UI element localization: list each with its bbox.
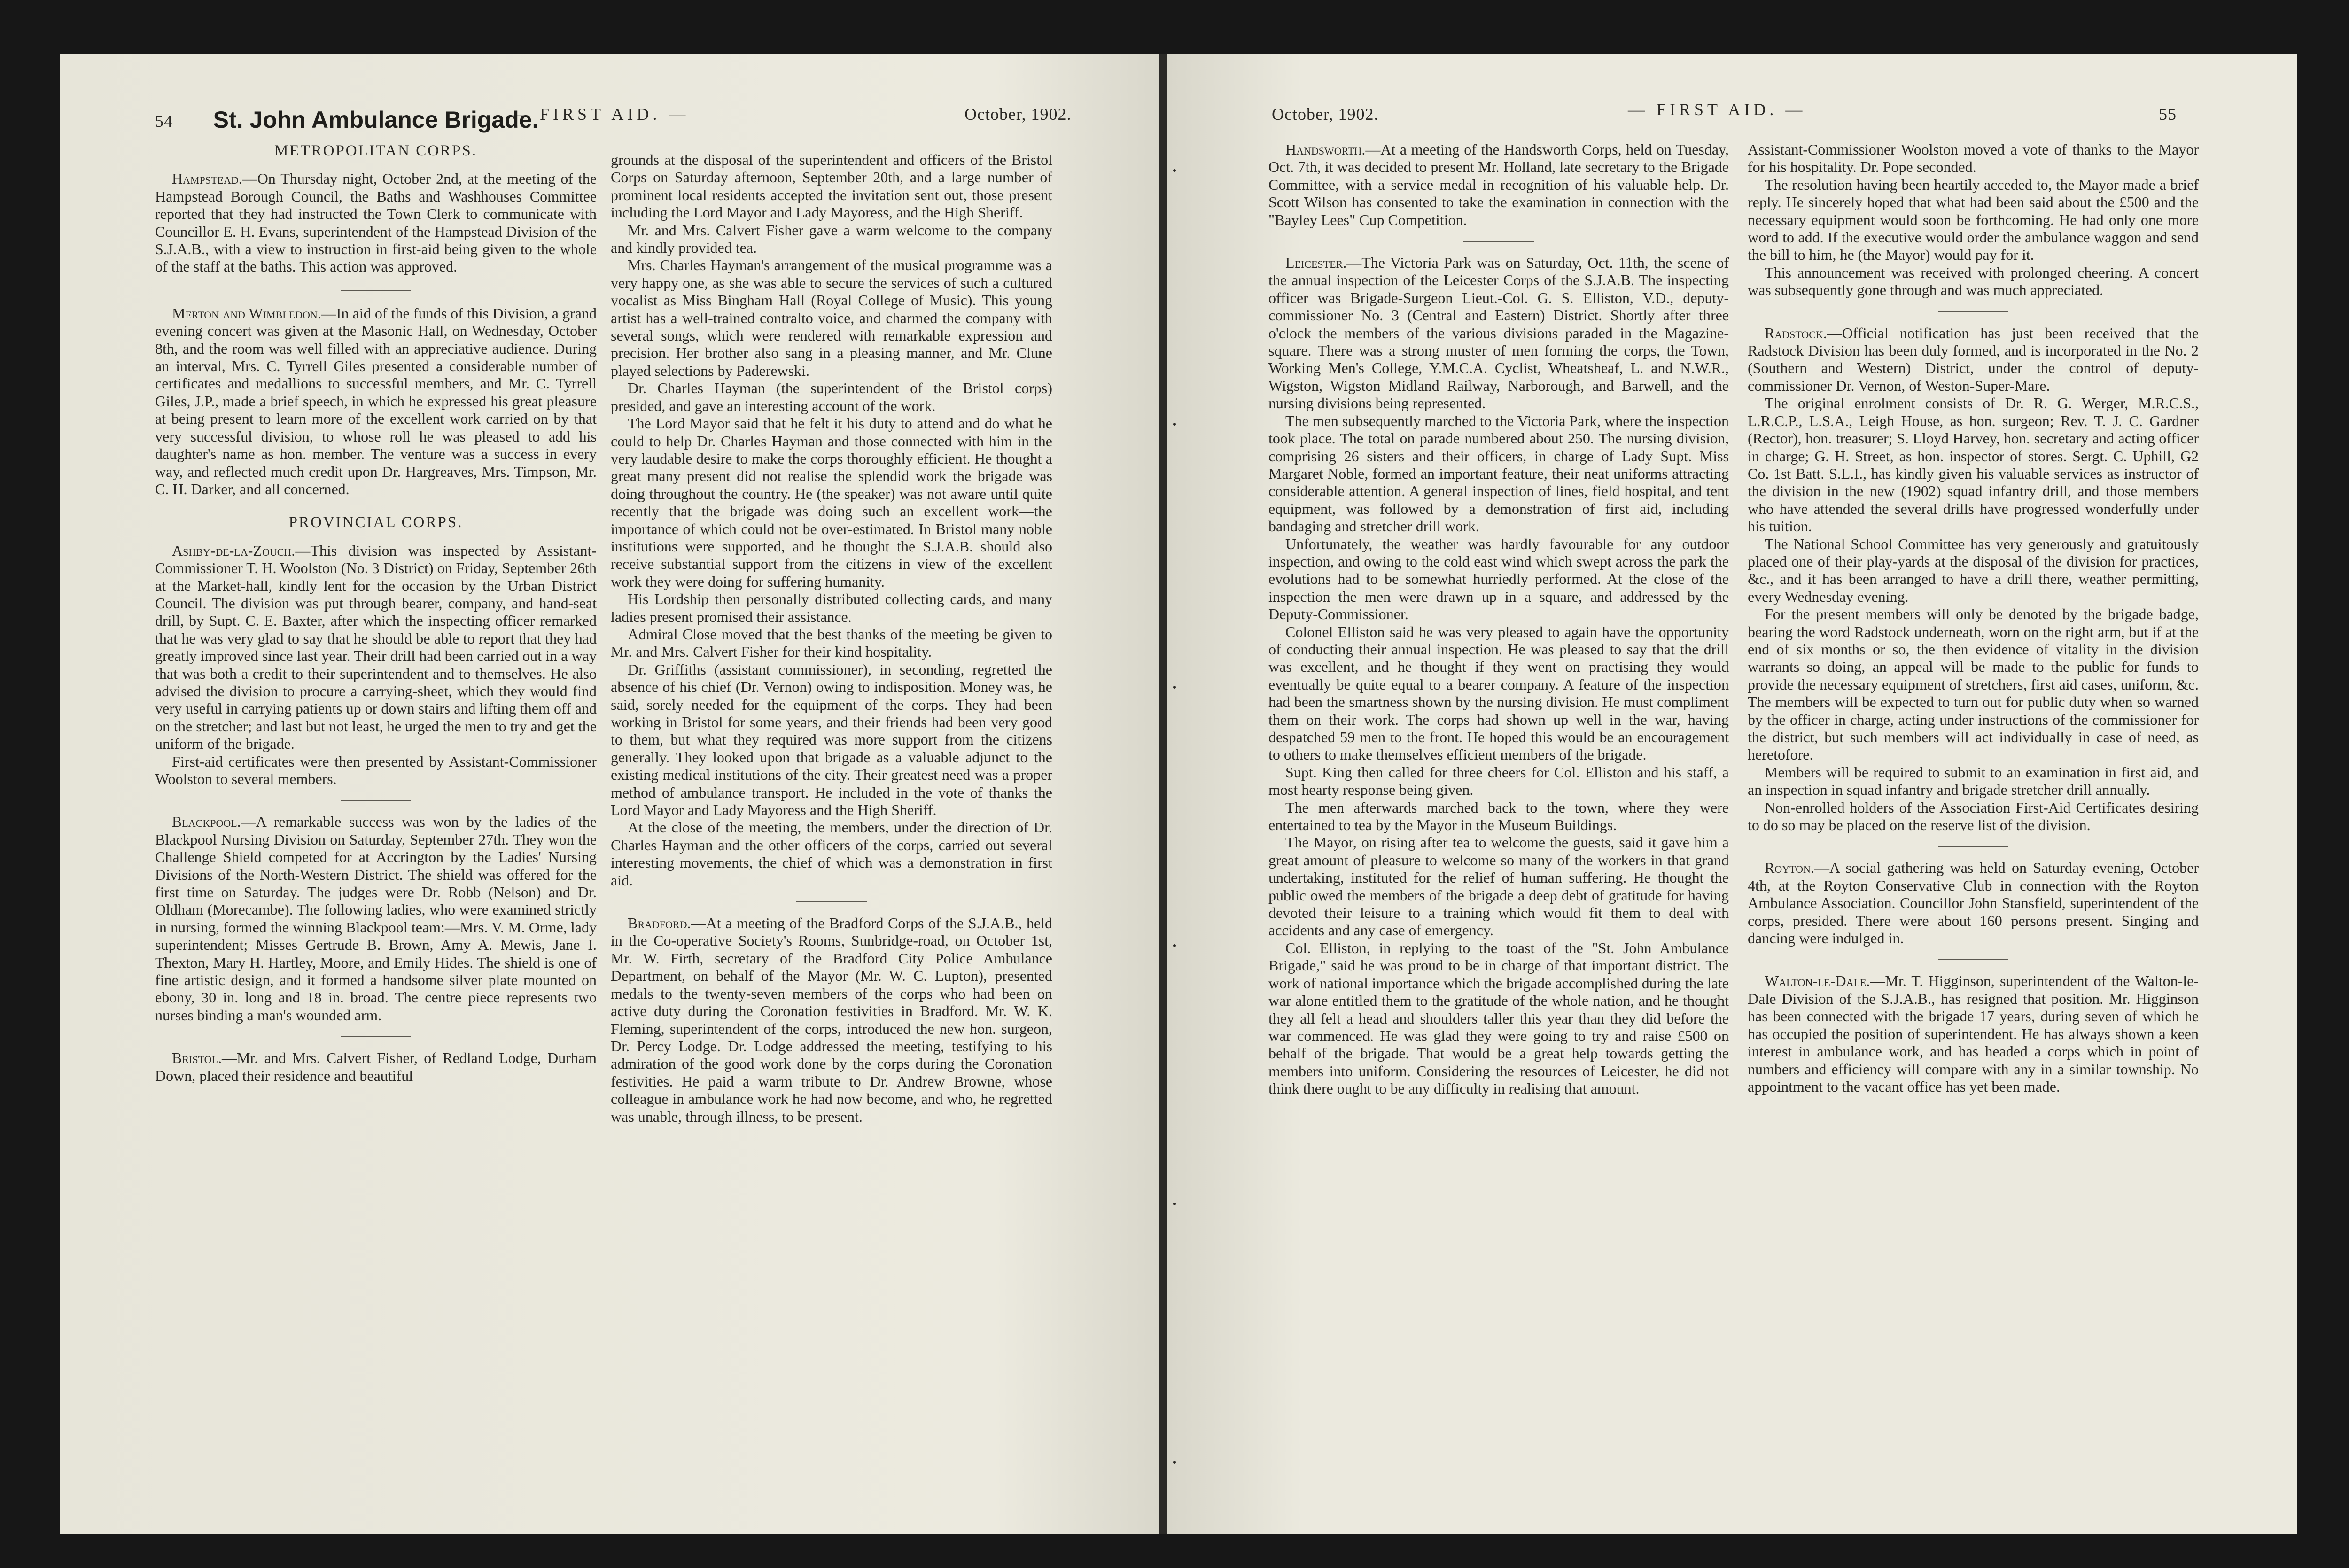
- bradford-lead: Bradford.: [628, 915, 691, 932]
- walton-lead: Walton-le-Dale.: [1765, 972, 1870, 990]
- book-spine: [1159, 54, 1167, 1534]
- bristol-paragraph: [155, 1049, 597, 1085]
- bristol-p5: The Lord Mayor said that he felt it his duty to attend and do what he could to help Dr. Charles Hayman and those connected with him in the very laudable desire to make the corps thoroughly efficient. He thought a great many present did not realise the splendid work the brigade was doing throughout the country. He (the speaker) was not aware until quite recently that the brigade was doing such an excellent work—the importance of which could not be over-estimated. In Bristol many noble institutions were supported, and he thought the S.J.A.B. should also receive substantial support from the citizens in view of the excellent work they were doing for suffering humanity.: [611, 415, 1052, 590]
- running-title-left: — FIRST AID. —: [511, 105, 690, 124]
- left-column-1: [155, 108, 597, 1088]
- bristol-p2: Mr. and Mrs. Calvert Fisher gave a warm welcome to the company and kindly provided tea.: [611, 221, 1052, 256]
- issue-date-left: October, 1902.: [964, 105, 1072, 124]
- blackpool-lead: Blackpool.: [172, 813, 241, 831]
- ashby-text: —This division was inspected by Assistant-Commissioner T. H. Woolston (No. 3 District) on Friday, September 26th at the Market-hall, kindly lent for the occasion by the Urban District Council. The division was put through bearer, company, and hand-seat drill, by Supt. C. E. Baxter, after which the inspecting officer remarked that he was very glad to say that he should be able to report that they had greatly improved since last year. Their drill had been carried out in a way that was both a credit to their superintendent and to themselves. He also advised the division to procure a carrying-sheet, which they would find very useful in carrying patients up or down stairs and lifting them off and on the stretcher; and last but not least, he urged the men to try and get the uniform of the brigade.: [155, 542, 597, 753]
- royton-lead: Royton.: [1765, 859, 1814, 877]
- bristol-p9: At the close of the meeting, the members, under the direction of Dr. Charles Hayman and the other officers of the corps, carried out several interesting movements, the chief of which was a demonstration in first aid.: [611, 819, 1052, 889]
- metropolitan-heading: METROPOLITAN CORPS.: [274, 142, 478, 159]
- walton-paragraph: [1748, 972, 2199, 1095]
- hampstead-lead: Hampstead.: [172, 170, 242, 187]
- handsworth-paragraph: [1268, 141, 1729, 229]
- radstock-p3: The National School Committee has very generously and gratuitously placed one of their play-yards at the disposal of the division for practices, &c., and it has been arranged to have a drill there, weather permitting, every Wednesday evening.: [1748, 535, 2199, 605]
- radstock-p2: The original enrolment consists of Dr. R. G. Werger, M.R.C.S., L.R.C.P., L.S.A., Leigh House, as hon. surgeon; Rev. T. J. C. Gardner (Rector), hon. treasurer; S. Lloyd Harvey, hon. secretary and acting officer in charge; G. H. Street, as hon. inspector of stores. Sergt. C. Uphill, G2 Co. 1st Batt. S.L.I., has kindly given his valuable services as instructor of the division in the new (1902) squad infantry drill, and those members who have attended the several drills have progressed wonderfully under his tuition.: [1748, 395, 2199, 535]
- divider: [341, 290, 411, 291]
- right-column-2: [1748, 141, 2199, 1099]
- bristol-p3: Mrs. Charles Hayman's arrangement of the musical programme was a very happy one, as she was able to secure the services of such a cultured vocalist as Miss Bingham Hall (Royal College of Music). This young artist has a well-trained contralto voice, and charmed the company with several songs, which were rendered with remarkable expression and precision. Her brother also sang in a pleasing manner, and Mr. Clune played selections by Paderewski.: [611, 256, 1052, 379]
- divider: [1463, 241, 1534, 242]
- page-number-right: 55: [2159, 105, 2177, 124]
- divider: [341, 1036, 411, 1037]
- leicester-lead: Leicester.: [1285, 254, 1347, 272]
- leicester-p9: The resolution having been heartily acceded to, the Mayor made a brief reply. He sincerely hoped that what had been said about the £500 and the necessary equipment would soon be forthcoming. He had only one more word to add. If the executive would order the ambulance waggon and send the bill to him, he (the Mayor) would pay for it.: [1748, 176, 2199, 264]
- hampstead-text: —On Thursday night, October 2nd, at the meeting of the Hampstead Borough Council, the Baths and Washhouses Committee reported that they had instructed the Town Clerk to communicate with Councillor E. H. Evans, superintendent of the Hampstead Division of the S.J.A.B., with a view to instruction in first-aid being given to the whole of the staff at the baths. This action was approved.: [155, 170, 597, 275]
- bristol-text: —Mr. and Mrs. Calvert Fisher, of Redland Lodge, Durham Down, placed their residence and beautiful: [155, 1049, 597, 1084]
- issue-date-right: October, 1902.: [1272, 105, 1379, 124]
- bradford-text: —At a meeting of the Bradford Corps of the S.J.A.B., held in the Co-operative Society's Rooms, Sunbridge-road, on October 1st, Mr. W. Firth, secretary of the Bradford City Police Ambulance Department, on behalf of the Mayor (Mr. W. C. Lupton), presented medals to the twenty-seven members of the corps who had been on active duty during the Coronation festivities in Bradford. Mr. W. K. Fleming, superintendent of the corps, introduced the new hon. surgeon, Dr. Percy Lodge. Dr. Lodge addressed the meeting, testifying to his admiration of the good work done by the corps during the Coronation festivities. He paid a warm tribute to Dr. Andrew Browne, whose colleague in ambulance work he had now become, and who, he regretted was unable, through illness, to be present.: [611, 915, 1052, 1125]
- binding-hole: [1173, 423, 1176, 426]
- provincial-heading: PROVINCIAL CORPS.: [288, 514, 463, 531]
- radstock-p6: Non-enrolled holders of the Association First-Aid Certificates desiring to do so may be placed on the reserve list of the division.: [1748, 799, 2199, 834]
- ashby-lead: Ashby-de-la-Zouch.: [172, 542, 296, 559]
- leicester-p7: The Mayor, on rising after tea to welcome the guests, said it gave him a great amount of pleasure to welcome so many of the workers in that grand undertaking, instituted for the relief of human suffering. He thought the public owed the members of the brigade a deep debt of gratitude for having devoted their leisure to a training which would fit them to deal with accidents and any case of emergency.: [1268, 834, 1729, 939]
- masthead: St. John Ambulance Brigade.: [213, 107, 539, 133]
- binding-hole: [1173, 686, 1176, 689]
- leicester-continued: Assistant-Commissioner Woolston moved a vote of thanks to the Mayor for his hospitality. Dr. Pope seconded.: [1748, 141, 2199, 176]
- radstock-p5: Members will be required to submit to an examination in first aid, and an inspection in squad infantry and brigade stretcher drill annually.: [1748, 763, 2199, 799]
- binding-hole: [1173, 1203, 1176, 1205]
- bristol-p6: His Lordship then personally distributed collecting cards, and many ladies present promised their assistance.: [611, 590, 1052, 625]
- bristol-p8: Dr. Griffiths (assistant commissioner), in seconding, regretted the absence of his chief (Dr. Vernon) owing to indisposition. Money was, he said, sorely needed for the equipment of the corps. They had been working in Bristol for some years, and their friends had been very good to them, but what they required was more support from the citizens generally. They looked upon that brigade as a valuable adjunct to the existing medical institutions of the city. Their greatest need was a proper method of ambulance transport. He included in the vote of thanks the Lord Mayor and Lady Mayoress and the High Sheriff.: [611, 660, 1052, 819]
- leicester-p8: Col. Elliston, in replying to the toast of the "St. John Ambulance Brigade," said he was proud to be in charge of that important district. The work of national importance which the brigade accomplished during the late war alone entitled them to the gratitude of the whole nation, and he thought they all felt a head and shoulders taller this year than they did before the war commenced. He was glad they were going to try and raise £500 on behalf of the brigade. That would be a great help towards getting the members into uniform. Considering the resources of Leicester, he did not think there ought to be any difficulty in realising that amount.: [1268, 939, 1729, 1097]
- merton-lead: Merton and Wimbledon.: [172, 304, 321, 322]
- royton-text: —A social gathering was held on Saturday evening, October 4th, at the Royton Conservative Club in connection with the Royton Ambulance Association. Councillor John Stansfield, superintendent of the corps, presided. There were about 160 persons present. Singing and dancing were indulged in.: [1748, 859, 2199, 947]
- hampstead-paragraph: [155, 170, 597, 275]
- divider: [1938, 846, 2008, 847]
- radstock-paragraph: [1748, 325, 2199, 395]
- handsworth-lead: Handsworth.: [1285, 141, 1366, 158]
- leicester-p6: The men afterwards marched back to the town, where they were entertained to tea by the Mayor in the Museum Buildings.: [1268, 799, 1729, 834]
- leicester-p2: The men subsequently marched to the Victoria Park, where the inspection took place. The total on parade numbered about 250. The nursing division, comprising 26 sisters and their officers, in charge of Lady Supt. Miss Margaret Noble, formed an important feature, their neat uniforms attracting considerable attention. A general inspection of lines, field hospital, and tent equipment, was followed by a demonstration of first aid, including bandaging and stretcher drill work.: [1268, 412, 1729, 535]
- divider: [1938, 311, 2008, 312]
- binding-hole: [1173, 169, 1176, 172]
- ashby-paragraph: [155, 542, 597, 753]
- leicester-p3: Unfortunately, the weather was hardly favourable for any outdoor inspection, and owing to the cold east wind which swept across the park the evolutions had to be somewhat hurriedly performed. At the close of the inspection the men were drawn up in a square, and addressed by the Deputy-Commissioner.: [1268, 535, 1729, 623]
- merton-text: —In aid of the funds of this Division, a grand evening concert was given at the Masonic Hall, on Wednesday, October 8th, and the room was well filled with an appreciative audience. During an interval, Mrs. C. Tyrrell Giles presented a considerable number of certificates and medallions to successful members, and Mr. C. Tyrrell Giles, J.P., made a brief speech, in which he expressed his great pleasure at being present to learn more of the excellent work carried on by that very successful division, to whose roll he was pleased to add his daughter's name as hon. member. The venture was a success in every way, and reflected much credit upon Dr. Hargreaves, Mrs. Timpson, Mr. C. H. Darker, and all concerned.: [155, 304, 597, 497]
- bristol-p4: Dr. Charles Hayman (the superintendent of the Bristol corps) presided, and gave an interesting account of the work.: [611, 380, 1052, 414]
- radstock-p4: For the present members will only be denoted by the brigade badge, bearing the word Radstock underneath, worn on the right arm, but if at the end of six months or so, the then evidence of vitality in the division warrants so doing, an appeal will be made to the public for funds to provide the necessary equipment of stretchers, first aid cases, uniform, &c. The members will be expected to turn out for public duty when so warned by the officer in charge, acting under instructions of the commissioner for the district, but such members will act individually in case of need, as heretofore.: [1748, 605, 2199, 763]
- radstock-text: —Official notification has just been received that the Radstock Division has been duly formed, and is incorporated in the No. 2 (Southern and Western) District, under the control of deputy-commissioner Dr. Vernon, of Weston-Super-Mare.: [1748, 324, 2199, 394]
- leicester-text: —The Victoria Park was on Saturday, Oct. 11th, the scene of the annual inspection of the Leicester Corps of the S.J.A.B. The inspecting officer was Brigade-Surgeon Lieut.-Col. G. S. Elliston, V.D., deputy-commissioner No. 3 (Central and Eastern) District. Shortly after three o'clock the members of the various divisions paraded in the Magazine-square. There was a strong muster of men forming the corps, the Town, Working Men's College, Y.M.C.A. Cyclist, Wheatsheaf, L. and N.W.R., Wigston, Wigston Midland Railway, Narborough, and Barwell, and the nursing divisions being represented.: [1268, 254, 1729, 412]
- ashby-paragraph-2: First-aid certificates were then presented by Assistant-Commissioner Woolston to several members.: [155, 753, 597, 787]
- royton-paragraph: [1748, 859, 2199, 947]
- divider: [796, 901, 867, 902]
- divider: [1938, 959, 2008, 960]
- merton-paragraph: [155, 305, 597, 498]
- blackpool-text: —A remarkable success was won by the ladies of the Blackpool Nursing Division on Saturday, September 27th. They won the Challenge Shield competed for at Accrington by the Ladies' Nursing Divisions of the North-Western District. The shield was offered for the first time on Saturday. The judges were Dr. Robb (Nelson) and Dr. Oldham (Morecambe). The following ladies, who were examined strictly in nursing, formed the winning Blackpool team:—Mrs. V. M. Orme, lady superintendent; Misses Gertrude B. Brown, Amy A. Mewis, Jane I. Thexton, Mary H. Hartley, Moore, and Emily Hides. The shield is one of fine artistic design, and it formed a handsome silver plate mounted on ebony, 30 in. long and 18 in. broad. The centre piece represents two nurses binding a man's wounded arm.: [155, 813, 597, 1024]
- handsworth-text: —At a meeting of the Handsworth Corps, held on Tuesday, Oct. 7th, it was decided to present Mr. Holland, late secretary to the Brigade Committee, with a service medal in recognition of his valuable help. Dr. Scott Wilson has consented to take the examination in connection with the "Bayley Lees" Cup Competition.: [1268, 141, 1729, 228]
- binding-hole: [1173, 944, 1176, 947]
- blackpool-paragraph: [155, 813, 597, 1024]
- leicester-p10: This announcement was received with prolonged cheering. A concert was subsequently gone through and was much appreciated.: [1748, 264, 2199, 299]
- page-number-left: 54: [155, 112, 173, 131]
- bristol-p7: Admiral Close moved that the best thanks of the meeting be given to Mr. and Mrs. Calvert Fisher for their kind hospitality.: [611, 625, 1052, 660]
- left-column-2: [611, 151, 1052, 1129]
- divider: [341, 800, 411, 801]
- leicester-p4: Colonel Elliston said he was very pleased to again have the opportunity of conducting their annual inspection. He was pleased to say that the drill was excellent, and he thought if they went on practising they would eventually be quite equal to a bearer company. A feature of the inspection had been the smartness shown by the nursing division. He must compliment them on their work. The corps had shown up well in the war, having despatched 59 men to the front. He hoped this would be an encouragement to others to make themselves efficient members of the brigade.: [1268, 623, 1729, 763]
- bristol-continued: grounds at the disposal of the superintendent and officers of the Bristol Corps on Saturday afternoon, September 20th, and a large number of prominent local residents accepted the invitation sent out, those present including the Lord Mayor and Lady Mayoress, and the High Sheriff.: [611, 151, 1052, 221]
- walton-text: —Mr. T. Higginson, superintendent of the Walton-le-Dale Division of the S.J.A.B., has resigned that position. Mr. Higginson has been connected with the brigade 17 years, during seven of which he has occupied the position of superintendent. He has always shown a keen interest in ambulance work, and has headed a corps which in point of numbers and efficiency will compare with any in a similar township. No appointment to the vacant office has yet been made.: [1748, 972, 2199, 1095]
- radstock-lead: Radstock.: [1765, 324, 1827, 342]
- right-running-head: [1167, 49, 2297, 124]
- binding-hole: [1173, 1461, 1176, 1464]
- bristol-lead: Bristol.: [172, 1049, 222, 1067]
- running-title-right: — FIRST AID. —: [1628, 100, 1806, 119]
- right-column-1: [1268, 141, 1729, 1102]
- leicester-paragraph: [1268, 254, 1729, 412]
- leicester-p5: Supt. King then called for three cheers for Col. Elliston and his staff, a most hearty response being given.: [1268, 763, 1729, 799]
- bradford-paragraph: [611, 915, 1052, 1126]
